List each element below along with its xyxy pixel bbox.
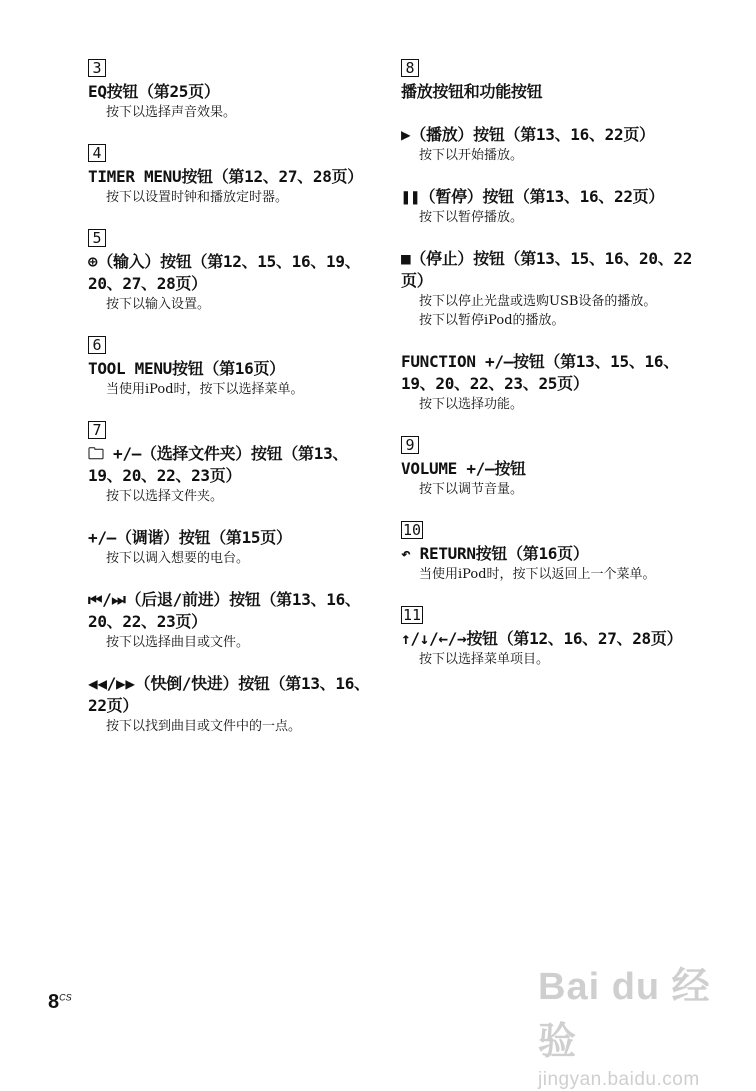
button-description-entry [88,673,378,736]
button-title: ⏮/⏭（后退/前进）按钮（第13、16、20、22、23页） [88,590,361,631]
watermark-url: jingyan.baidu.com [538,1069,700,1090]
button-description: 按下以选择功能。 [419,397,524,412]
button-title: EQ按钮（第25页） [88,82,220,101]
button-description-entry [88,420,378,506]
page-number-suffix: CS [59,992,72,1003]
callout-number: 10 [403,521,422,539]
page-number-value: 8 [48,991,60,1013]
callout-number: 9 [401,436,419,454]
right-column [401,58,701,690]
button-description-entry [88,589,378,652]
button-description-entry [401,58,701,103]
button-description-entry [88,527,378,568]
button-title: ◀◀/▶▶（快倒/快进）按钮（第13、16、22页） [88,674,370,715]
callout-number: 6 [88,336,106,354]
button-description-entry [401,186,701,227]
button-title: ■（停止）按钮（第13、15、16、20、22页） [401,249,693,290]
button-title: 播放按钮和功能按钮 [401,82,543,101]
button-title: ▶（播放）按钮（第13、16、22页） [401,125,655,144]
callout-number: 4 [88,144,106,162]
button-description: 按下以暂停播放。 [419,210,524,225]
baidu-jingyan-watermark [538,955,728,1090]
button-description: 当使用iPod时，按下以返回上一个菜单。 [419,567,656,582]
button-title: TOOL MENU按钮（第16页） [88,359,285,378]
watermark-logo [538,955,728,1065]
button-title: 🗀 +/–（选择文件夹）按钮（第13、19、20、22、23页） [88,444,349,485]
callout-number: 8 [401,59,419,77]
callout-number: 3 [88,59,106,77]
button-description: 按下以选择曲目或文件。 [106,635,250,650]
button-description: 按下以开始播放。 [419,148,524,163]
button-description-entry [401,605,701,669]
button-description: 按下以找到曲目或文件中的一点。 [106,719,302,734]
button-title: +/–（调谐）按钮（第15页） [88,528,292,547]
callout-number: 5 [88,229,106,247]
button-title: ⊕（输入）按钮（第12、15、16、19、20、27、28页） [88,252,361,293]
button-description: 按下以选择文件夹。 [106,489,224,504]
left-column [88,58,378,757]
button-title: ↶ RETURN按钮（第16页） [401,544,589,563]
button-description-entry [401,435,701,499]
button-title: ❚❚（暂停）按钮（第13、16、22页） [401,187,665,206]
callout-number: 11 [403,606,422,624]
button-description: 按下以选择菜单项目。 [419,652,550,667]
button-description-entry [401,124,701,165]
page-number [48,991,72,1014]
button-description-entry [88,143,378,207]
button-title: TIMER MENU按钮（第12、27、28页） [88,167,363,186]
button-description-entry [88,228,378,314]
button-title: VOLUME +/–按钮 [401,459,526,478]
button-description-entry [401,520,701,584]
button-description-entry [401,248,701,330]
button-description: 按下以调入想要的电台。 [106,551,250,566]
button-description-secondary: 按下以暂停iPod的播放。 [419,313,565,328]
button-title: ↑/↓/←/→按钮（第12、16、27、28页） [401,629,683,648]
button-description: 按下以停止光盘或选购USB设备的播放。 [419,294,657,309]
button-description: 按下以调节音量。 [419,482,524,497]
button-description-entry [88,335,378,399]
callout-number: 7 [88,421,106,439]
button-description-entry [88,58,378,122]
button-description-entry [401,351,701,414]
button-description: 按下以设置时钟和播放定时器。 [106,190,289,205]
button-description: 按下以输入设置。 [106,297,211,312]
button-title: FUNCTION +/–按钮（第13、15、16、19、20、22、23、25页） [401,352,679,393]
watermark-logo-text: Bai du 经验 [538,966,711,1063]
button-description: 按下以选择声音效果。 [106,105,237,120]
button-description: 当使用iPod时，按下以选择菜单。 [106,382,304,397]
